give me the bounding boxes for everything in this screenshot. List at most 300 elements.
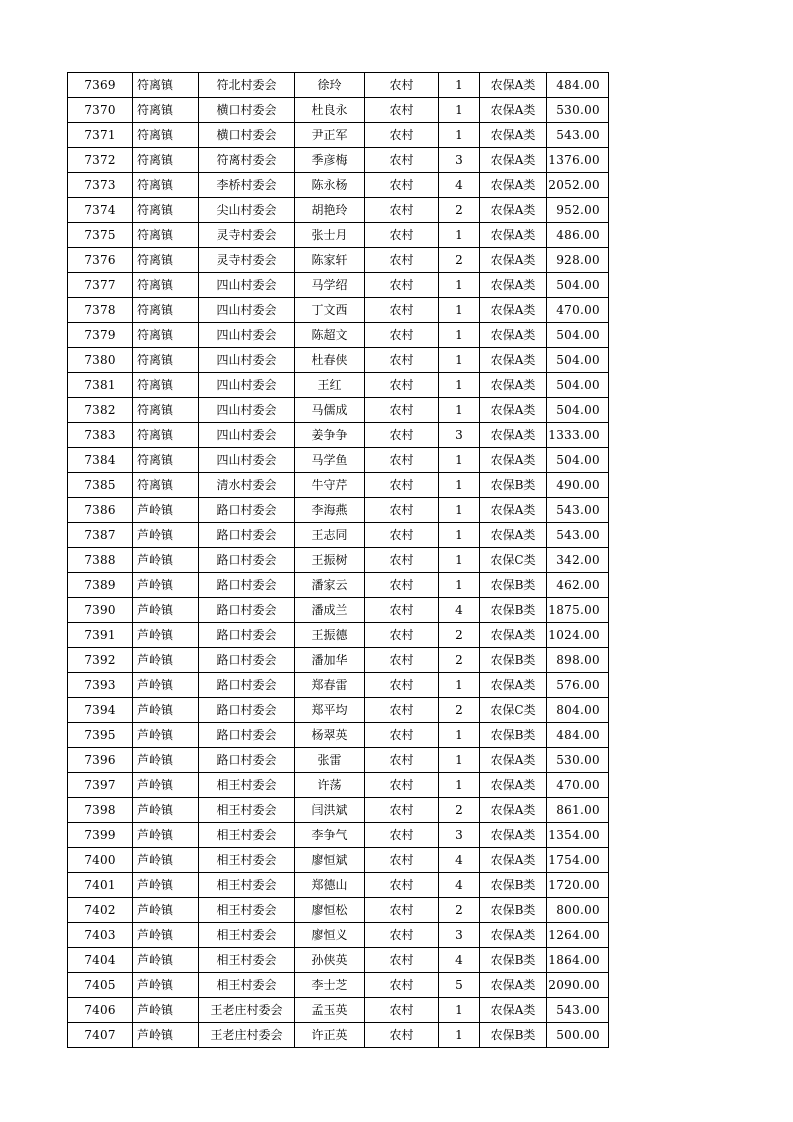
cell-person-name: 丁文西 — [295, 298, 365, 323]
cell-amount: 504.00 — [547, 398, 609, 423]
cell-record-id: 7369 — [68, 73, 133, 98]
cell-area-type: 农村 — [365, 848, 439, 873]
cell-insurance-category: 农保A类 — [480, 798, 547, 823]
cell-area-type: 农村 — [365, 448, 439, 473]
cell-area-type: 农村 — [365, 73, 439, 98]
cell-person-name: 徐玲 — [295, 73, 365, 98]
cell-area-type: 农村 — [365, 348, 439, 373]
cell-insurance-category: 农保A类 — [480, 998, 547, 1023]
cell-area-type: 农村 — [365, 773, 439, 798]
cell-household-count: 2 — [439, 648, 480, 673]
cell-household-count: 1 — [439, 773, 480, 798]
cell-insurance-category: 农保A类 — [480, 623, 547, 648]
cell-area-type: 农村 — [365, 398, 439, 423]
cell-area-type: 农村 — [365, 373, 439, 398]
cell-person-name: 王振德 — [295, 623, 365, 648]
cell-township: 符离镇 — [133, 448, 199, 473]
cell-village-committee: 四山村委会 — [199, 373, 295, 398]
cell-insurance-category: 农保A类 — [480, 973, 547, 998]
cell-insurance-category: 农保A类 — [480, 448, 547, 473]
cell-amount: 470.00 — [547, 773, 609, 798]
cell-household-count: 1 — [439, 298, 480, 323]
cell-insurance-category: 农保A类 — [480, 273, 547, 298]
cell-township: 芦岭镇 — [133, 973, 199, 998]
cell-amount: 1333.00 — [547, 423, 609, 448]
cell-amount: 1024.00 — [547, 623, 609, 648]
cell-amount: 1864.00 — [547, 948, 609, 973]
cell-amount: 2090.00 — [547, 973, 609, 998]
cell-township: 芦岭镇 — [133, 623, 199, 648]
cell-township: 芦岭镇 — [133, 498, 199, 523]
cell-record-id: 7371 — [68, 123, 133, 148]
cell-amount: 486.00 — [547, 223, 609, 248]
cell-record-id: 7372 — [68, 148, 133, 173]
cell-record-id: 7373 — [68, 173, 133, 198]
cell-township: 符离镇 — [133, 423, 199, 448]
cell-insurance-category: 农保A类 — [480, 673, 547, 698]
cell-person-name: 陈家轩 — [295, 248, 365, 273]
cell-township: 符离镇 — [133, 373, 199, 398]
cell-household-count: 1 — [439, 448, 480, 473]
cell-household-count: 2 — [439, 698, 480, 723]
cell-village-committee: 路口村委会 — [199, 648, 295, 673]
cell-village-committee: 相王村委会 — [199, 973, 295, 998]
table-row — [68, 373, 609, 398]
cell-person-name: 李士芝 — [295, 973, 365, 998]
cell-person-name: 王振树 — [295, 548, 365, 573]
cell-amount: 504.00 — [547, 348, 609, 373]
cell-record-id: 7384 — [68, 448, 133, 473]
cell-village-committee: 相王村委会 — [199, 873, 295, 898]
cell-amount: 1754.00 — [547, 848, 609, 873]
cell-person-name: 孙侠英 — [295, 948, 365, 973]
cell-village-committee: 相王村委会 — [199, 798, 295, 823]
cell-village-committee: 四山村委会 — [199, 348, 295, 373]
cell-insurance-category: 农保B类 — [480, 573, 547, 598]
cell-amount: 504.00 — [547, 373, 609, 398]
cell-village-committee: 相王村委会 — [199, 948, 295, 973]
cell-person-name: 潘成兰 — [295, 598, 365, 623]
cell-person-name: 李争气 — [295, 823, 365, 848]
cell-area-type: 农村 — [365, 273, 439, 298]
cell-insurance-category: 农保A类 — [480, 523, 547, 548]
cell-township: 芦岭镇 — [133, 998, 199, 1023]
cell-person-name: 孟玉英 — [295, 998, 365, 1023]
cell-area-type: 农村 — [365, 98, 439, 123]
cell-household-count: 3 — [439, 923, 480, 948]
cell-person-name: 许荡 — [295, 773, 365, 798]
cell-township: 符离镇 — [133, 473, 199, 498]
cell-record-id: 7374 — [68, 198, 133, 223]
cell-person-name: 张雷 — [295, 748, 365, 773]
cell-insurance-category: 农保A类 — [480, 773, 547, 798]
cell-insurance-category: 农保A类 — [480, 373, 547, 398]
table-row — [68, 998, 609, 1023]
table-row — [68, 723, 609, 748]
cell-person-name: 牛守芹 — [295, 473, 365, 498]
cell-record-id: 7399 — [68, 823, 133, 848]
table-row — [68, 798, 609, 823]
table-row — [68, 848, 609, 873]
cell-record-id: 7405 — [68, 973, 133, 998]
cell-household-count: 1 — [439, 748, 480, 773]
cell-record-id: 7396 — [68, 748, 133, 773]
cell-person-name: 杨翠英 — [295, 723, 365, 748]
cell-record-id: 7402 — [68, 898, 133, 923]
cell-township: 符离镇 — [133, 98, 199, 123]
cell-township: 符离镇 — [133, 123, 199, 148]
cell-person-name: 马学鱼 — [295, 448, 365, 473]
cell-township: 芦岭镇 — [133, 698, 199, 723]
cell-amount: 2052.00 — [547, 173, 609, 198]
cell-township: 芦岭镇 — [133, 1023, 199, 1048]
cell-insurance-category: 农保B类 — [480, 723, 547, 748]
cell-amount: 470.00 — [547, 298, 609, 323]
records-table — [67, 72, 609, 1048]
cell-person-name: 廖恒义 — [295, 923, 365, 948]
cell-person-name: 闫洪斌 — [295, 798, 365, 823]
cell-area-type: 农村 — [365, 623, 439, 648]
cell-township: 芦岭镇 — [133, 948, 199, 973]
cell-person-name: 胡艳玲 — [295, 198, 365, 223]
cell-household-count: 1 — [439, 348, 480, 373]
cell-insurance-category: 农保A类 — [480, 223, 547, 248]
cell-insurance-category: 农保A类 — [480, 198, 547, 223]
cell-insurance-category: 农保C类 — [480, 698, 547, 723]
cell-area-type: 农村 — [365, 423, 439, 448]
cell-village-committee: 路口村委会 — [199, 698, 295, 723]
cell-township: 芦岭镇 — [133, 823, 199, 848]
cell-household-count: 1 — [439, 548, 480, 573]
cell-village-committee: 相王村委会 — [199, 823, 295, 848]
cell-area-type: 农村 — [365, 323, 439, 348]
cell-household-count: 4 — [439, 873, 480, 898]
table-row — [68, 348, 609, 373]
cell-household-count: 2 — [439, 623, 480, 648]
cell-village-committee: 相王村委会 — [199, 898, 295, 923]
cell-village-committee: 路口村委会 — [199, 723, 295, 748]
cell-record-id: 7370 — [68, 98, 133, 123]
cell-household-count: 4 — [439, 598, 480, 623]
cell-person-name: 陈超文 — [295, 323, 365, 348]
cell-area-type: 农村 — [365, 698, 439, 723]
cell-household-count: 1 — [439, 123, 480, 148]
table-row — [68, 173, 609, 198]
cell-township: 符离镇 — [133, 273, 199, 298]
cell-village-committee: 清水村委会 — [199, 473, 295, 498]
cell-record-id: 7389 — [68, 573, 133, 598]
table-row — [68, 123, 609, 148]
cell-insurance-category: 农保B类 — [480, 898, 547, 923]
cell-area-type: 农村 — [365, 198, 439, 223]
cell-village-committee: 尖山村委会 — [199, 198, 295, 223]
cell-household-count: 1 — [439, 73, 480, 98]
cell-person-name: 郑德山 — [295, 873, 365, 898]
cell-area-type: 农村 — [365, 548, 439, 573]
cell-person-name: 潘家云 — [295, 573, 365, 598]
table-row — [68, 598, 609, 623]
cell-amount: 504.00 — [547, 323, 609, 348]
cell-household-count: 1 — [439, 98, 480, 123]
cell-area-type: 农村 — [365, 223, 439, 248]
cell-area-type: 农村 — [365, 873, 439, 898]
cell-record-id: 7392 — [68, 648, 133, 673]
cell-village-committee: 灵寺村委会 — [199, 223, 295, 248]
cell-person-name: 季彦梅 — [295, 148, 365, 173]
cell-record-id: 7382 — [68, 398, 133, 423]
cell-record-id: 7390 — [68, 598, 133, 623]
cell-village-committee: 相王村委会 — [199, 848, 295, 873]
cell-village-committee: 路口村委会 — [199, 748, 295, 773]
table-row — [68, 248, 609, 273]
table-row — [68, 823, 609, 848]
cell-person-name: 张士月 — [295, 223, 365, 248]
cell-township: 符离镇 — [133, 298, 199, 323]
cell-record-id: 7377 — [68, 273, 133, 298]
cell-area-type: 农村 — [365, 173, 439, 198]
cell-insurance-category: 农保C类 — [480, 548, 547, 573]
cell-person-name: 王红 — [295, 373, 365, 398]
cell-village-committee: 路口村委会 — [199, 573, 295, 598]
cell-township: 符离镇 — [133, 198, 199, 223]
cell-insurance-category: 农保B类 — [480, 473, 547, 498]
cell-household-count: 2 — [439, 198, 480, 223]
cell-record-id: 7388 — [68, 548, 133, 573]
cell-village-committee: 路口村委会 — [199, 623, 295, 648]
cell-township: 符离镇 — [133, 398, 199, 423]
cell-record-id: 7381 — [68, 373, 133, 398]
cell-insurance-category: 农保A类 — [480, 923, 547, 948]
cell-area-type: 农村 — [365, 248, 439, 273]
cell-area-type: 农村 — [365, 748, 439, 773]
cell-township: 符离镇 — [133, 148, 199, 173]
cell-area-type: 农村 — [365, 948, 439, 973]
cell-insurance-category: 农保A类 — [480, 148, 547, 173]
cell-township: 芦岭镇 — [133, 773, 199, 798]
table-row — [68, 423, 609, 448]
cell-household-count: 4 — [439, 173, 480, 198]
cell-village-committee: 四山村委会 — [199, 448, 295, 473]
table-row — [68, 873, 609, 898]
cell-amount: 804.00 — [547, 698, 609, 723]
cell-amount: 543.00 — [547, 998, 609, 1023]
cell-insurance-category: 农保B类 — [480, 598, 547, 623]
table-row — [68, 273, 609, 298]
cell-township: 符离镇 — [133, 173, 199, 198]
cell-person-name: 李海燕 — [295, 498, 365, 523]
cell-amount: 484.00 — [547, 73, 609, 98]
cell-record-id: 7386 — [68, 498, 133, 523]
cell-insurance-category: 农保A类 — [480, 323, 547, 348]
table-body — [68, 73, 609, 1048]
cell-record-id: 7406 — [68, 998, 133, 1023]
cell-household-count: 3 — [439, 823, 480, 848]
cell-village-committee: 路口村委会 — [199, 523, 295, 548]
cell-record-id: 7401 — [68, 873, 133, 898]
table-row — [68, 923, 609, 948]
cell-village-committee: 四山村委会 — [199, 298, 295, 323]
table-row — [68, 523, 609, 548]
cell-household-count: 1 — [439, 398, 480, 423]
table-row — [68, 548, 609, 573]
cell-insurance-category: 农保A类 — [480, 423, 547, 448]
cell-person-name: 姜争争 — [295, 423, 365, 448]
cell-township: 芦岭镇 — [133, 798, 199, 823]
cell-insurance-category: 农保A类 — [480, 498, 547, 523]
cell-amount: 800.00 — [547, 898, 609, 923]
cell-amount: 952.00 — [547, 198, 609, 223]
cell-area-type: 农村 — [365, 473, 439, 498]
table-row — [68, 673, 609, 698]
cell-household-count: 3 — [439, 148, 480, 173]
cell-household-count: 2 — [439, 798, 480, 823]
cell-township: 符离镇 — [133, 73, 199, 98]
cell-amount: 1354.00 — [547, 823, 609, 848]
cell-household-count: 4 — [439, 848, 480, 873]
table-row — [68, 773, 609, 798]
cell-village-committee: 四山村委会 — [199, 323, 295, 348]
table-row — [68, 1023, 609, 1048]
cell-record-id: 7393 — [68, 673, 133, 698]
cell-person-name: 陈永杨 — [295, 173, 365, 198]
cell-township: 芦岭镇 — [133, 898, 199, 923]
cell-insurance-category: 农保A类 — [480, 173, 547, 198]
cell-insurance-category: 农保A类 — [480, 848, 547, 873]
cell-household-count: 1 — [439, 498, 480, 523]
cell-township: 芦岭镇 — [133, 673, 199, 698]
cell-village-committee: 王老庄村委会 — [199, 998, 295, 1023]
cell-household-count: 1 — [439, 573, 480, 598]
table-row — [68, 748, 609, 773]
cell-amount: 342.00 — [547, 548, 609, 573]
table-row — [68, 98, 609, 123]
cell-area-type: 农村 — [365, 923, 439, 948]
cell-insurance-category: 农保A类 — [480, 348, 547, 373]
table-row — [68, 198, 609, 223]
cell-township: 芦岭镇 — [133, 873, 199, 898]
cell-township: 芦岭镇 — [133, 648, 199, 673]
cell-township: 符离镇 — [133, 323, 199, 348]
cell-area-type: 农村 — [365, 648, 439, 673]
cell-record-id: 7378 — [68, 298, 133, 323]
cell-household-count: 1 — [439, 673, 480, 698]
cell-township: 芦岭镇 — [133, 848, 199, 873]
cell-amount: 530.00 — [547, 98, 609, 123]
cell-household-count: 1 — [439, 998, 480, 1023]
cell-household-count: 1 — [439, 373, 480, 398]
cell-village-committee: 灵寺村委会 — [199, 248, 295, 273]
cell-amount: 1376.00 — [547, 148, 609, 173]
cell-record-id: 7391 — [68, 623, 133, 648]
cell-household-count: 1 — [439, 323, 480, 348]
cell-insurance-category: 农保A类 — [480, 823, 547, 848]
cell-township: 芦岭镇 — [133, 548, 199, 573]
table-row — [68, 473, 609, 498]
cell-person-name: 潘加华 — [295, 648, 365, 673]
cell-record-id: 7375 — [68, 223, 133, 248]
cell-amount: 898.00 — [547, 648, 609, 673]
cell-village-committee: 李桥村委会 — [199, 173, 295, 198]
cell-village-committee: 王老庄村委会 — [199, 1023, 295, 1048]
cell-amount: 861.00 — [547, 798, 609, 823]
cell-household-count: 1 — [439, 273, 480, 298]
table-row — [68, 323, 609, 348]
cell-household-count: 4 — [439, 948, 480, 973]
table-row — [68, 223, 609, 248]
cell-amount: 1875.00 — [547, 598, 609, 623]
cell-record-id: 7400 — [68, 848, 133, 873]
cell-person-name: 廖恒斌 — [295, 848, 365, 873]
cell-area-type: 农村 — [365, 148, 439, 173]
table-row — [68, 573, 609, 598]
cell-person-name: 郑春雷 — [295, 673, 365, 698]
cell-household-count: 2 — [439, 898, 480, 923]
cell-village-committee: 四山村委会 — [199, 398, 295, 423]
cell-record-id: 7407 — [68, 1023, 133, 1048]
cell-amount: 1264.00 — [547, 923, 609, 948]
cell-household-count: 1 — [439, 523, 480, 548]
cell-township: 芦岭镇 — [133, 598, 199, 623]
table-row — [68, 498, 609, 523]
cell-area-type: 农村 — [365, 973, 439, 998]
table-row — [68, 298, 609, 323]
cell-record-id: 7404 — [68, 948, 133, 973]
cell-village-committee: 符离村委会 — [199, 148, 295, 173]
cell-person-name: 郑平均 — [295, 698, 365, 723]
cell-person-name: 许正英 — [295, 1023, 365, 1048]
cell-village-committee: 相王村委会 — [199, 773, 295, 798]
cell-record-id: 7379 — [68, 323, 133, 348]
cell-insurance-category: 农保A类 — [480, 298, 547, 323]
cell-township: 符离镇 — [133, 348, 199, 373]
cell-village-committee: 横口村委会 — [199, 98, 295, 123]
cell-record-id: 7395 — [68, 723, 133, 748]
cell-household-count: 1 — [439, 1023, 480, 1048]
cell-village-committee: 横口村委会 — [199, 123, 295, 148]
cell-amount: 504.00 — [547, 448, 609, 473]
cell-record-id: 7385 — [68, 473, 133, 498]
cell-record-id: 7397 — [68, 773, 133, 798]
cell-record-id: 7403 — [68, 923, 133, 948]
cell-amount: 462.00 — [547, 573, 609, 598]
cell-person-name: 王志同 — [295, 523, 365, 548]
cell-area-type: 农村 — [365, 573, 439, 598]
cell-person-name: 马儒成 — [295, 398, 365, 423]
table-row — [68, 448, 609, 473]
cell-village-committee: 路口村委会 — [199, 548, 295, 573]
cell-household-count: 2 — [439, 248, 480, 273]
cell-record-id: 7383 — [68, 423, 133, 448]
cell-village-committee: 符北村委会 — [199, 73, 295, 98]
cell-area-type: 农村 — [365, 1023, 439, 1048]
cell-amount: 928.00 — [547, 248, 609, 273]
cell-insurance-category: 农保A类 — [480, 248, 547, 273]
cell-record-id: 7380 — [68, 348, 133, 373]
cell-area-type: 农村 — [365, 598, 439, 623]
cell-area-type: 农村 — [365, 673, 439, 698]
cell-insurance-category: 农保A类 — [480, 748, 547, 773]
cell-insurance-category: 农保A类 — [480, 98, 547, 123]
cell-person-name: 杜良永 — [295, 98, 365, 123]
cell-village-committee: 路口村委会 — [199, 498, 295, 523]
cell-area-type: 农村 — [365, 898, 439, 923]
cell-record-id: 7398 — [68, 798, 133, 823]
cell-insurance-category: 农保A类 — [480, 398, 547, 423]
cell-village-committee: 四山村委会 — [199, 273, 295, 298]
table-row — [68, 398, 609, 423]
cell-area-type: 农村 — [365, 298, 439, 323]
cell-township: 芦岭镇 — [133, 723, 199, 748]
